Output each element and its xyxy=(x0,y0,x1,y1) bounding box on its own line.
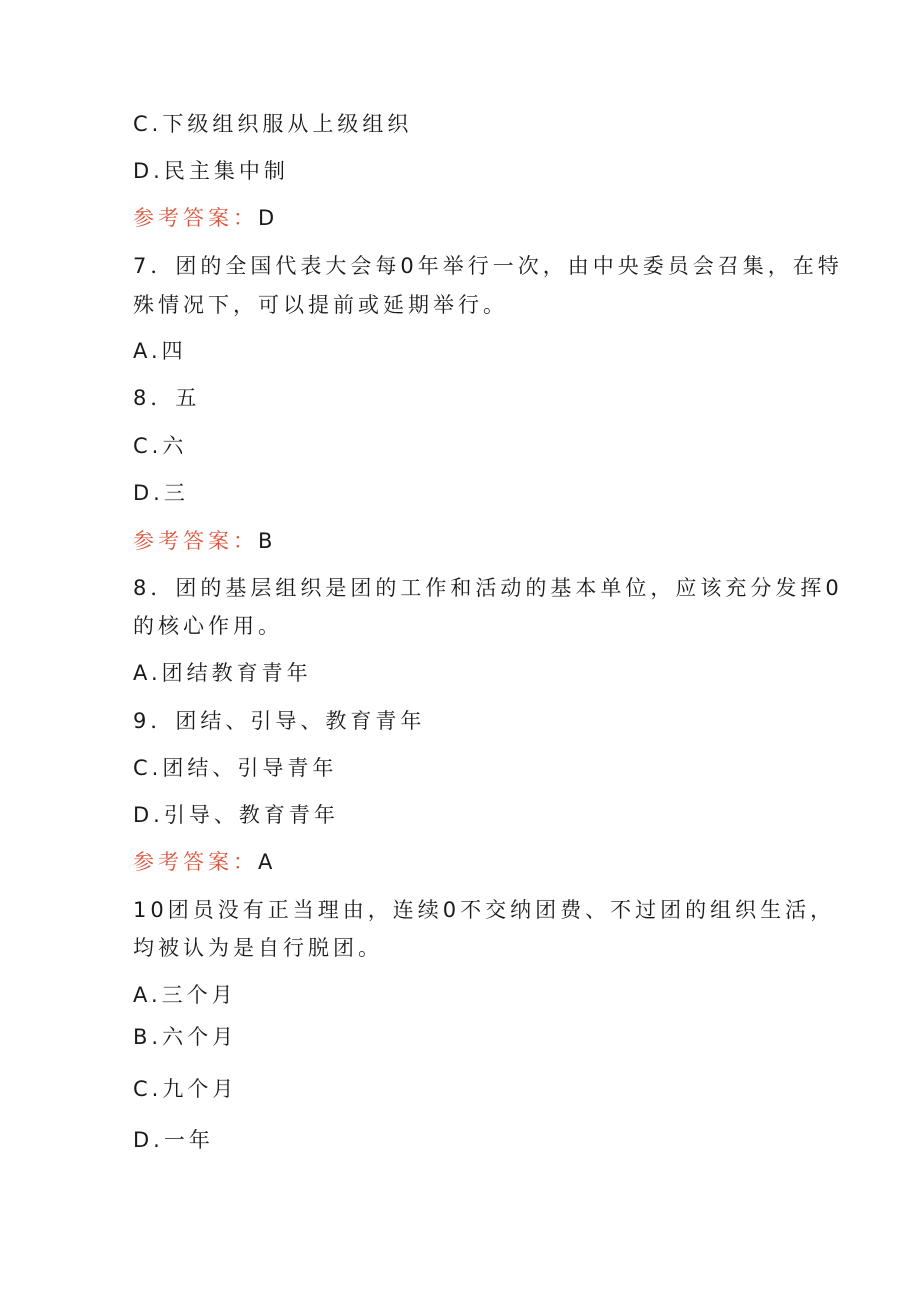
q6-option-d: D.民主集中制 xyxy=(133,159,289,183)
answer-value: B xyxy=(258,529,277,553)
q8-stem-line-1: 8．团的基层组织是团的工作和活动的基本单位，应该充分发挥0 xyxy=(133,576,843,600)
q10-option-a: A.三个月 xyxy=(133,983,237,1007)
q7-option-c: C.六 xyxy=(133,434,188,458)
q7-option-a: A.四 xyxy=(133,339,187,363)
q8-option-d: D.引导、教育青年 xyxy=(133,803,339,827)
q10-option-d: D.一年 xyxy=(133,1128,214,1152)
q8-option-c: C.团结、引导青年 xyxy=(133,756,338,780)
q7-option-d: D.三 xyxy=(133,481,189,505)
q10-stem-line-1: 10团员没有正当理由，连续0不交纳团费、不过团的组织生活， xyxy=(133,898,836,922)
q7-stem-line-2: 殊情况下，可以提前或延期举行。 xyxy=(133,293,508,317)
q8-option-b: 9．团结、引导、教育青年 xyxy=(133,709,426,733)
q7-answer xyxy=(133,529,276,553)
q10-stem-line-2: 均被认为是自行脱团。 xyxy=(133,936,383,960)
answer-label: 参考答案： xyxy=(133,206,258,230)
answer-label: 参考答案： xyxy=(133,850,258,874)
q8-option-a: A.团结教育青年 xyxy=(133,661,312,685)
q8-stem-line-2: 的核心作用。 xyxy=(133,614,283,638)
q10-option-b: B.六个月 xyxy=(133,1025,238,1049)
q10-option-c: C.九个月 xyxy=(133,1077,238,1101)
q6-answer xyxy=(133,206,278,230)
q7-option-b: 8．五 xyxy=(133,386,201,410)
q6-option-c: C.下级组织服从上级组织 xyxy=(133,112,413,136)
q8-answer xyxy=(133,850,276,874)
q7-stem-line-1: 7．团的全国代表大会每0年举行一次，由中央委员会召集，在特 xyxy=(133,254,843,278)
answer-value: A xyxy=(258,850,277,874)
answer-label: 参考答案： xyxy=(133,529,258,553)
answer-value: D xyxy=(258,206,279,230)
